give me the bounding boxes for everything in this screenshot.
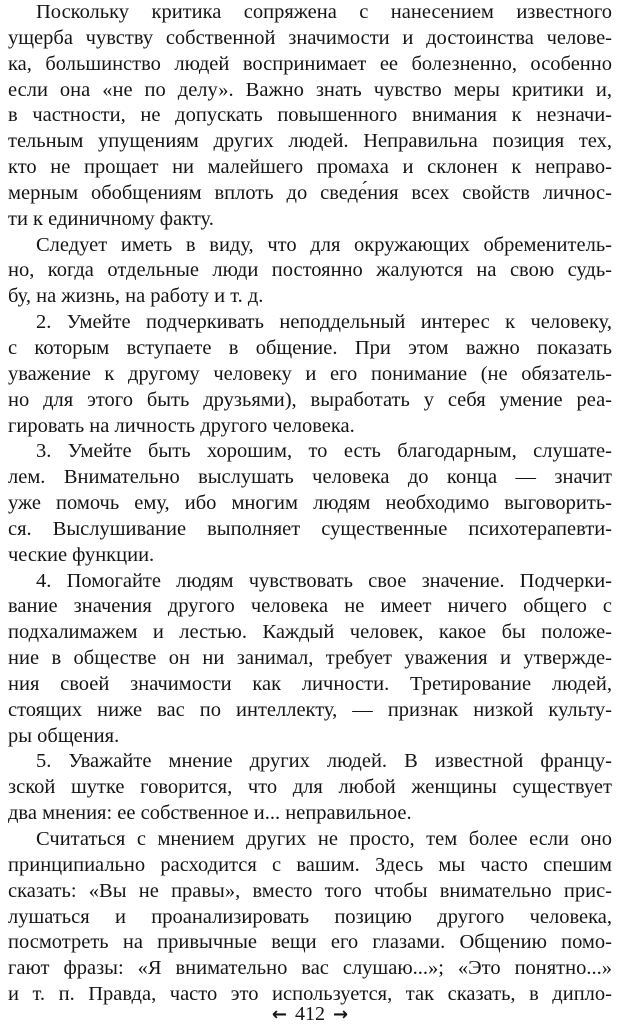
paragraph bbox=[8, 827, 612, 1008]
paragraph bbox=[8, 0, 612, 233]
paragraph bbox=[8, 569, 612, 750]
text-line: зской шутке говорится, что для любой женщины существует bbox=[8, 776, 612, 799]
text-line: подхалимажем и лестью. Каждый человек, какое бы положе- bbox=[8, 621, 612, 644]
text-line: ся. Выслушивание выполняет существенные психотерапевти- bbox=[8, 517, 612, 540]
text-line: Поскольку критика сопряжена с нанесением известного bbox=[36, 1, 612, 23]
text-line: мерным обобщениям вплоть до сведе́ния всех свойств личнос- bbox=[8, 181, 612, 204]
text-line: если она «не по делу». Важно знать чувство меры критики и, bbox=[8, 78, 612, 101]
text-line: бу, на жизнь, на работу и т. д. bbox=[8, 285, 264, 308]
text-line: принципиально расходится с вашим. Здесь мы часто спешим bbox=[8, 853, 612, 876]
paragraph bbox=[8, 310, 612, 439]
text-line: сказать: «Вы не правы», вместо того чтобы внимательно прис- bbox=[8, 879, 612, 902]
text-line: гировать на личность другого человека. bbox=[8, 414, 355, 437]
text-line: 2. Умейте подчеркивать неподдельный интерес к человеку, bbox=[36, 311, 612, 334]
text-line: ческие функции. bbox=[8, 543, 155, 566]
text-line: ка, большинство людей воспринимает ее болезненно, особенно bbox=[8, 52, 612, 75]
paragraph bbox=[8, 233, 612, 311]
right-arrow-icon: → bbox=[333, 1004, 349, 1025]
text-line: 3. Умейте быть хорошим, то есть благодарным, слушате- bbox=[36, 440, 612, 463]
text-line: и т. п. Правда, часто это используется, так сказать, в дипло- bbox=[8, 983, 612, 1006]
text-line: два мнения: ее собственное и... неправильное. bbox=[8, 802, 412, 825]
page-number: 412 bbox=[295, 1003, 325, 1025]
text-line: ры общения. bbox=[8, 724, 120, 747]
text-line: уже помочь ему, ибо многим людям необходимо выговорить- bbox=[8, 492, 612, 515]
text-line: ущерба чувству собственной значимости и достоинства челове- bbox=[8, 26, 612, 49]
text-line: Следует иметь в виду, что для окружающих обременитель- bbox=[36, 233, 612, 256]
paragraph bbox=[8, 749, 612, 827]
text-line: тельным упущениям других людей. Неправильна позиция тех, bbox=[8, 130, 612, 153]
page-body-text bbox=[8, 0, 612, 1008]
text-line: гают фразы: «Я внимательно вас слушаю...»; «Это понятно...» bbox=[8, 957, 612, 980]
text-line: с которым вступаете в общение. При этом важно показать bbox=[8, 336, 612, 359]
text-line: лем. Внимательно выслушать человека до конца — значит bbox=[8, 466, 612, 489]
text-line: 5. Уважайте мнение других людей. В известной францу- bbox=[36, 750, 612, 773]
text-line: Считаться с мнением других не просто, тем более если оно bbox=[36, 828, 612, 850]
text-line: стоящих ниже вас по интеллекту, — признак низкой культу- bbox=[8, 698, 612, 721]
text-line: 4. Помогайте людям чувствовать свое значение. Подчерки- bbox=[36, 569, 612, 592]
text-line: ти к единичному факту. bbox=[8, 207, 214, 230]
text-line: ния своей значимости как личности. Третирование людей, bbox=[8, 672, 612, 695]
text-line: но, когда отдельные люди постоянно жалуются на свою судь- bbox=[8, 259, 612, 282]
text-line: в частности, не допускать повышенного внимания к незначи- bbox=[8, 104, 612, 127]
page-footer bbox=[0, 1002, 620, 1027]
text-line: уважение к другому человеку и его понимание (не обязатель- bbox=[8, 362, 612, 385]
left-arrow-icon: ← bbox=[271, 1004, 287, 1025]
text-line: но для этого быть друзьями), выработать у себя умение реа- bbox=[8, 388, 612, 411]
text-line: посмотреть на привычные вещи его глазами. Общению помо- bbox=[8, 931, 612, 954]
paragraph bbox=[8, 439, 612, 568]
text-line: вание значения другого человека не имеет ничего общего с bbox=[8, 595, 612, 618]
text-line: кто не прощает ни малейшего промаха и склонен к неправо- bbox=[8, 156, 612, 179]
text-line: ние в обществе он ни занимал, требует уважения и утвержде- bbox=[8, 647, 612, 670]
text-line: лушаться и проанализировать позицию другого человека, bbox=[8, 905, 612, 928]
